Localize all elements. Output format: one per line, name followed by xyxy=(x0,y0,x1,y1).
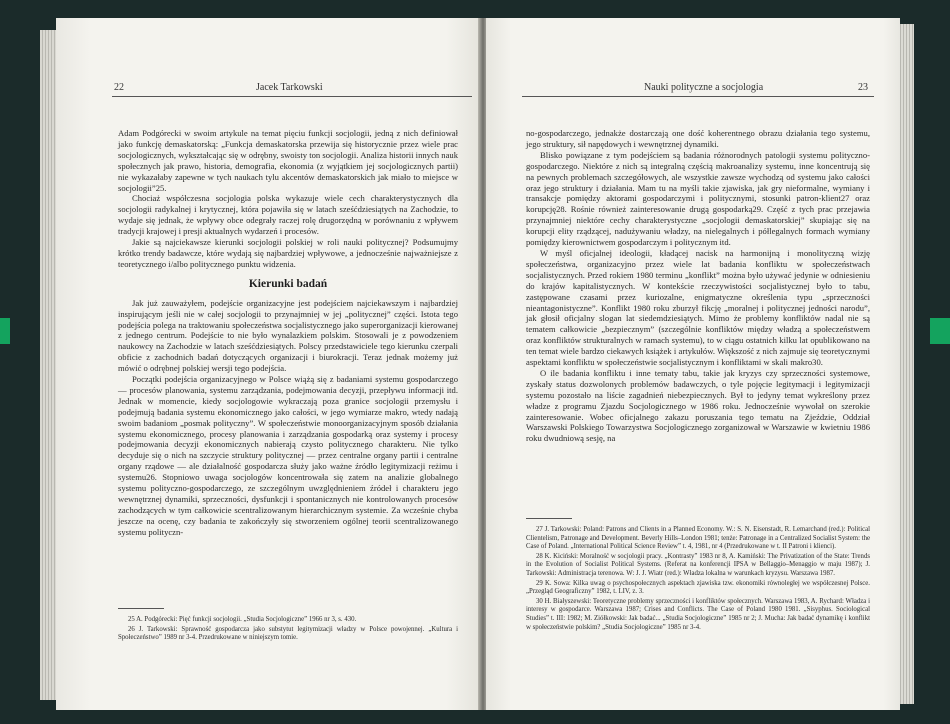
footnote: 29 K. Sowa: Kilka uwag o psychospołecznych aspektach zjawiska tzw. ekonomiki równoległej we współczesnej Polsce. „Przegląd Geograficzny” 1982, t. LIV, z. 3. xyxy=(526,579,870,596)
left-body xyxy=(118,128,458,538)
paragraph: W myśl oficjalnej ideologii, kładącej nacisk na harmonijną i monolityczną wizję społeczeństwa, organizacyjno przez wiele lat badania konfliktu w społeczeństwach socjalistycznych. Przed rokiem 1980 terminu „konflikt” można było używać jedynie w odniesieniu do krajów kapitalistycznych. W kontekście rzeczywistości socjalistycznej było to tabu, zastępowane czasami przez kuriozalne, enigmatyczne określenia typu „sprzeczności nieantagonistyczne”. Konflikt 1980 roku zburzył fikcję „moralnej i politycznej jedności narodu”, jak głosił oficjalny slogan lat siedemdziesiątych. Mimo że problemy konfliktów nadal nie są tematem całkowicie „bezpiecznym” (szczególnie konfliktów między władzą a społeczeństwem oraz konfliktów strukturalnych w ramach systemu), to w ciągu ostatnich kilku lat opublikowano na ten temat wiele bardzo ciekawych książek i artykułów. Większość z nich zajmuje się teoretycznymi aspektami konfliktu w społeczeństwie socjalistycznym i konfliktami w skali makro30. xyxy=(526,247,870,368)
green-edge-right xyxy=(930,318,950,344)
right-page xyxy=(486,18,900,710)
paragraph: Chociaż współczesna socjologia polska wykazuje wiele cech charakterystycznych dla socjologii radykalnej i krytycznej, która pojawiła się w latach sześćdziesiątych na Zachodzie, to wydaje się jednak, że wpływy obce odegrały raczej rolę drugorzędną w porównaniu z wpływem tradycji krajowej i presji aktualnych wydarzeń i procesów. xyxy=(118,193,458,237)
paragraph: Adam Podgórecki w swoim artykule na temat pięciu funkcji socjologii, jedną z nich definiował jako funkcję demaskatorską: „Funkcja demaskatorska przewija się historycznie przez wiele prac socjologicznych, wykształcając się w odrębny, swoisty ton socjologii. Analiza historii innych nauk społecznych jak prawo, historia, demografia, ekonomia (z wyjątkiem jej socjologicznych partii) nie wykazałaby zapewne w tych naukach tylu akcentów demaskatorskich jak miało to miejsce w socjologii”25. xyxy=(118,128,458,193)
paragraph: Jak już zauważyłem, podejście organizacyjne jest podejściem najciekawszym i najbardziej inspirującym jeśli nie w całej socjologii to przynajmniej w jej „politycznej” części. Istota tego podejścia polega na traktowaniu społeczeństwa socjalistycznego jako superorganizacji kierowanej z jednego centrum. Podejście to nie było wynalazkiem polskim. Stosowali je z powodzeniem naukowcy na Zachodzie w latach sześćdziesiątych. Polscy przedstawiciele tego kierunku czerpali obficie z zachodnich badań dotyczących organizacji i biurokracji. Teraz jednak możemy już mówić o odrębnej polskiej wersji tego podejścia. xyxy=(118,297,458,374)
footnote: 26 J. Tarkowski: Sprawność gospodarcza jako substytut legitymizacji władzy w Polsce powojennej. „Kultura i Społeczeństwo” 1989 nr 3-4. Przedrukowane w niniejszym tomie. xyxy=(118,625,458,642)
left-page-number: 22 xyxy=(114,82,124,93)
left-running-head: Jacek Tarkowski xyxy=(256,82,323,93)
green-edge-left xyxy=(0,318,10,344)
footnote-rule xyxy=(526,518,572,519)
paragraph: Jakie są najciekawsze kierunki socjologii polskiej w roli nauki politycznej? Podsumujmy krótko trendy badawcze, które wydają się najbardziej wpływowe, a jednocześnie najważniejsze z teoretycznego i/albo politycznego punktu widzenia. xyxy=(118,237,458,269)
header-rule xyxy=(112,96,472,97)
footnote: 25 A. Podgórecki: Pięć funkcji socjologii. „Studia Socjologiczne” 1966 nr 3, s. 430. xyxy=(128,616,357,623)
section-title: Kierunki badań xyxy=(248,277,328,290)
paragraph: no-gospodarczego, jednakże dostarczają one dość koherentnego obrazu działania tego systemu, jego struktury, sił napędowych i wewnętrznej dynamiki. xyxy=(526,128,870,149)
right-body xyxy=(526,128,870,444)
right-running-head: Nauki polityczne a socjologia xyxy=(644,82,764,93)
right-page-stack xyxy=(900,24,914,704)
footnote: 30 H. Białyszewski: Teoretyczne problemy sprzeczności i konfliktów społecznych. Warszawa 1983, A. Rychard: Władza i interesy w gospodarce. Warszawa 1987; Crises and Conflicts. The Case of Poland 1980 1981. „Sisyphus. Sociological Studies” t. III: 1982; M. Ziółkowski: Jak badać... „Studia Socjologiczne” 1985 nr 2; J. Mucha: Jak badać dynamikę i konflikt w społeczeństwie polskim? „Studia Socjologiczne” 1985 nr 3-4. xyxy=(526,597,870,631)
paragraph: O ile badania konfliktu i inne tematy tabu, takie jak kryzys czy sprzeczności systemowe, zyskały status dozwolonych problemów badawczych, o tyle pojęcie legitymacji i legitymizacji systemu pozostało na liście zagadnień niebezpiecznych. Był to jedyny temat wykreślony przez władze z programu Zjazdu Socjologicznego w 1986 roku. Jednocześnie wywołał on szerokie zainteresowanie. Wobec oficjalnego zakazu poruszania tego tematu na Zjeździe, Oddział Warszawski Polskiego Towarzystwa Socjologicznego zorganizował w Warszawie w kwietniu 1986 roku dwudniową sesję, na xyxy=(526,367,870,444)
left-page xyxy=(56,18,480,710)
footnote: 27 J. Tarkowski: Poland: Patrons and Clients in a Planned Economy. W.: S. N. Eisenstadt, R. Lemarchand (red.): Political Clientelism, Patronage and Development. Beverly Hills–London 1981; tenże: Patronage in a Centralized Socialist System: the Case of Poland. „International Political Science Review” t. 4, 1981, nr 4 (Przedrukowane w t. II Patroni i klienci). xyxy=(526,526,870,551)
header-rule xyxy=(522,96,874,97)
right-page-number: 23 xyxy=(858,82,868,93)
right-footnotes xyxy=(526,526,870,633)
footnote: 28 K. Kiciński: Moralność w socjologii pracy. „Kontrasty” 1983 nr 8, A. Kamiński: The Privatization of the State: Trends in the Evolution of Socialist Political Systems. (Referat na konferencji IPSA w Bellaggio–Menaggio w maju 1987); J. Tarkowski: Administracja terenowa. W: J. J. Wiatr (red.): Władza lokalna w warunkach kryzysu. Warszawa 1987. xyxy=(526,552,870,577)
left-footnotes xyxy=(118,616,458,644)
paragraph: Początki podejścia organizacyjnego w Polsce wiążą się z badaniami systemu gospodarczego — procesów planowania, systemu zarządzania, podejmowania decyzji, przepływu informacji itd. Jednak w momencie, kiedy socjologowie wykraczają poza granice socjologii przemysłu i podejmują badania systemu ekonomicznego jako całości, w jego wymiarze makro, wtedy nadają swoim badaniom „posmak polityczny”. W społeczeństwie monoorganizacyjnym sposób działania systemu ekonomicznego, procesy planowania i zarządzania gospodarką oraz systemy i procesy podejmowania decyzji ekonomicznych nabierają czysto politycznego charakteru. Nie tylko decyduje się o nich na szczycie struktury politycznej — przez centralne organy partii i centralne organy rządowe — ale działalność gospodarcza służy jako ważne źródło legitymizacji reżimu i systemu26. Stopniowo uwaga socjologów koncentrowała się zatem na analizie globalnego systemu polityczno-gospodarczego, ze szczególnym uwzględnieniem źródeł i charakteru jego wewnętrznej dynamiki, sprzeczności, dysfunkcji i spontanicznych nie kontrolowanych procesów zachodzących w tym całkowicie scentralizowanym hierarchicznym systemie. Za wcześnie chyba jeszcze na ocenę, czy badania te zakończyły się stworzeniem ogólnej teorii scentralizowanego systemu polityczn- xyxy=(118,374,458,537)
paragraph: Blisko powiązane z tym podejściem są badania różnorodnych patologii systemu polityczno-gospodarczego. Niektóre z nich są integralną częścią makroanalizy systemu, inne koncentrują się na pewnych problemach szczegółowych, ale wszystkie zawsze wychodzą od systemu jako całości oraz jego struktury i działania. Mam tu na myśli takie zjawiska, jak gry nieformalne, wymiany i transakcje pomiędzy aktorami gospodarczymi i politycznymi, stosunki patron-klient27 oraz korupcję28. Rośnie również zainteresowanie drugą gospodarką29. Część z tych prac przejawia przynajmniej niektóre cechy charakterystyczne „socjologii demaskatorskiej” skupiając się na korupcji elity rządzącej, nadużywaniu władzy, na nielegalnych i półlegalnych formach wymiany pomiędzy kierownictwem gospodarczym i politycznym itd. xyxy=(526,149,870,248)
footnote-rule xyxy=(118,608,164,609)
